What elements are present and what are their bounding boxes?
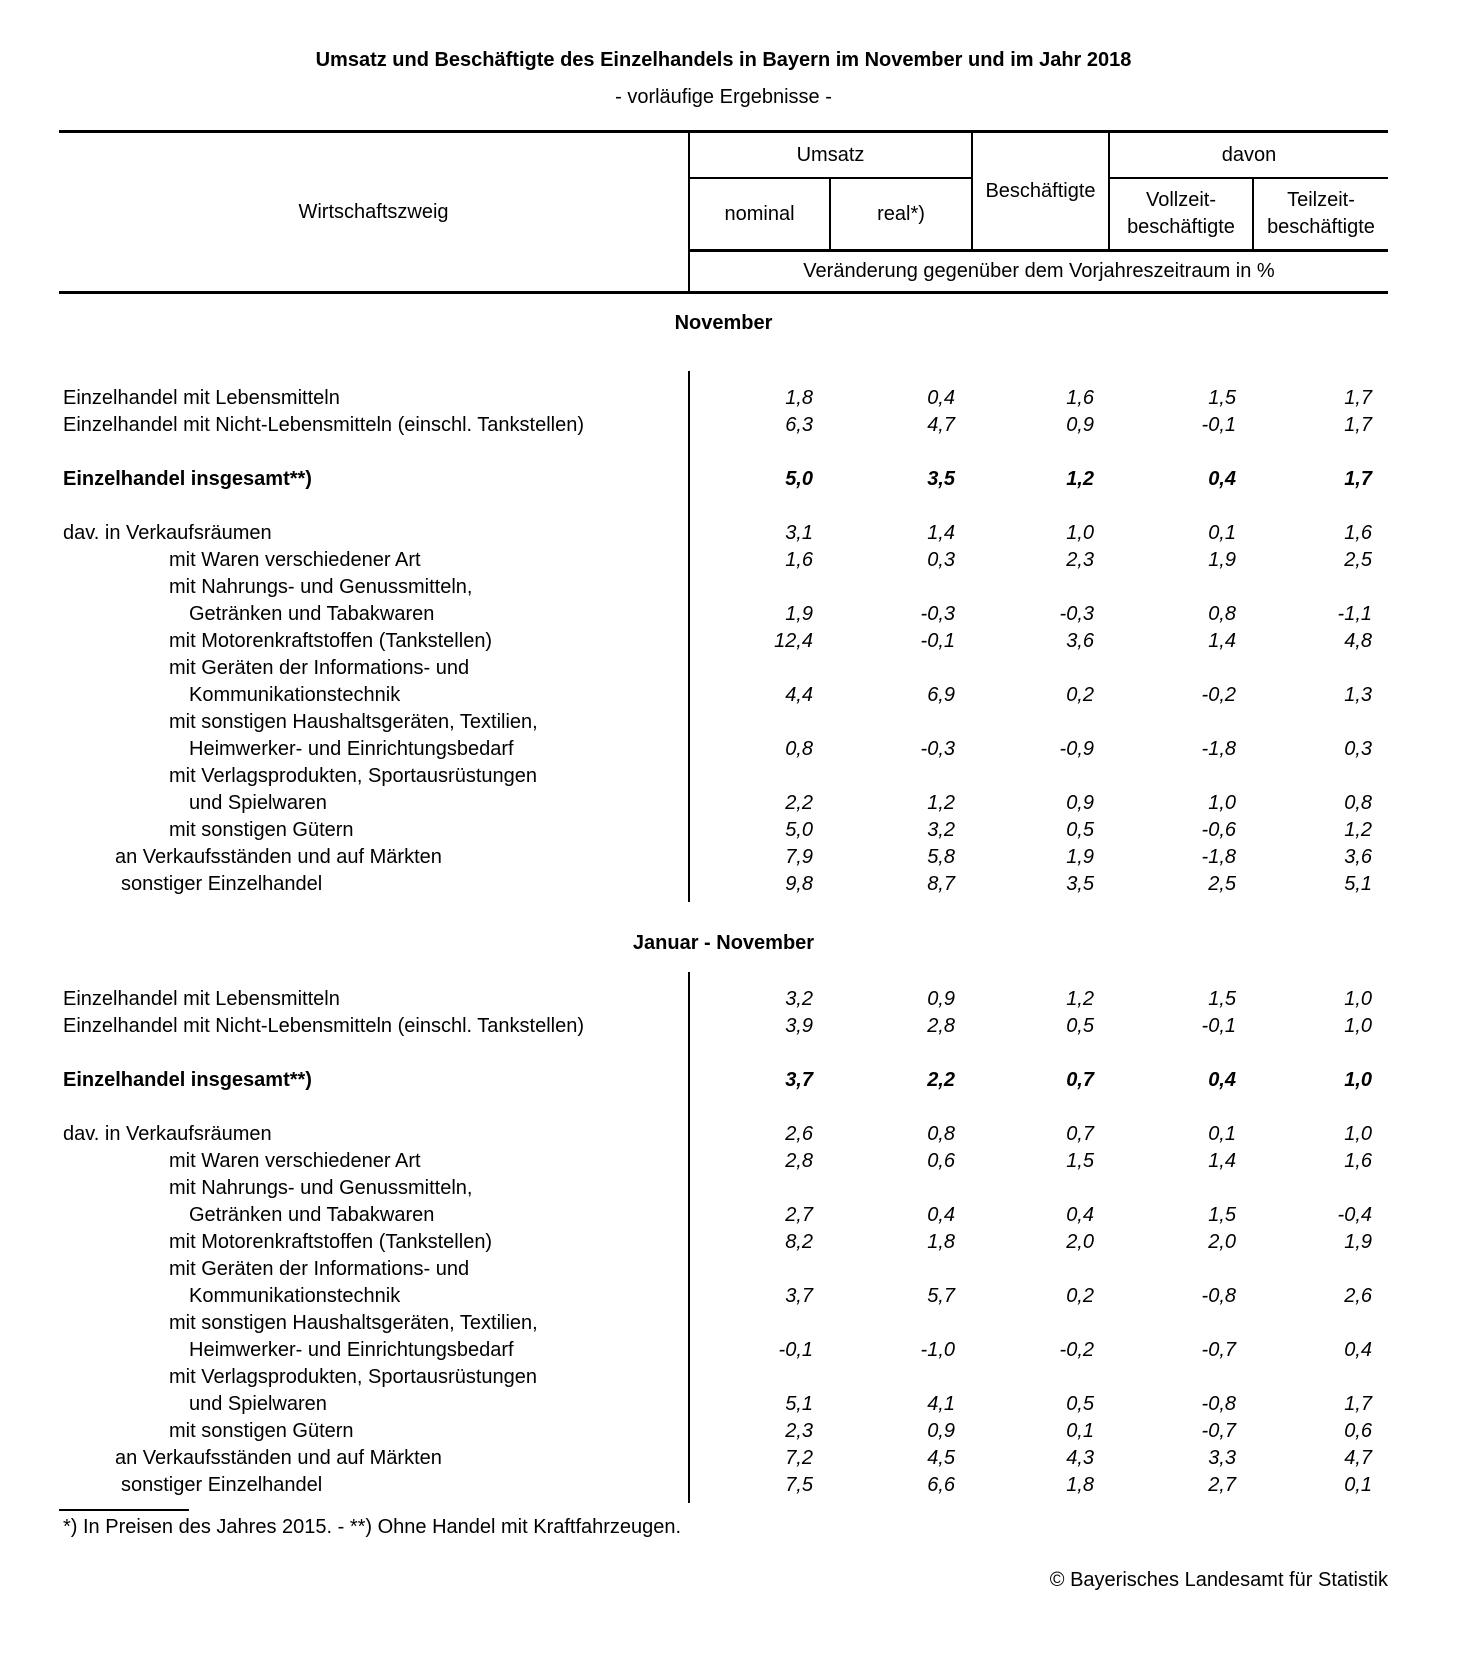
value-teilzeitbeschaeftigte: 1,6 (1344, 522, 1372, 544)
row-label: Getränken und Tabakwaren (189, 603, 435, 625)
spacer-row (59, 439, 1388, 466)
table-row (59, 385, 1388, 412)
value-vollzeitbeschaeftigte (1110, 1175, 1252, 1202)
row-label: Einzelhandel mit Lebensmitteln (63, 387, 340, 409)
row-label: sonstiger Einzelhandel (121, 1474, 323, 1496)
value-beschaeftigte (971, 709, 1110, 736)
row-label: mit Nahrungs- und Genussmitteln, (169, 576, 473, 598)
table-row (59, 790, 1388, 817)
table-row (59, 763, 1388, 790)
value-beschaeftigte (971, 1256, 1110, 1283)
value-teilzeitbeschaeftigte: 0,4 (1344, 1339, 1372, 1361)
row-label: mit sonstigen Haushaltsgeräten, Textilien, (169, 1312, 538, 1334)
value-umsatz-nominal: 3,1 (785, 522, 813, 544)
value-vollzeitbeschaeftigte: 2,7 (1208, 1474, 1236, 1496)
value-umsatz-nominal (690, 1256, 829, 1283)
value-umsatz-nominal: 2,6 (785, 1123, 813, 1145)
table-header (59, 130, 1388, 294)
table-row (59, 412, 1388, 439)
value-beschaeftigte: 0,9 (1066, 414, 1094, 436)
row-label: und Spielwaren (189, 792, 327, 814)
row-label: Getränken und Tabakwaren (189, 1204, 435, 1226)
value-umsatz-nominal: 9,8 (785, 873, 813, 895)
value-umsatz-real: 1,4 (927, 522, 955, 544)
value-umsatz-nominal: 5,0 (785, 819, 813, 841)
table-row (59, 466, 1388, 493)
table-row (59, 574, 1388, 601)
value-teilzeitbeschaeftigte (1252, 1175, 1388, 1202)
value-umsatz-real (829, 1364, 971, 1391)
value-beschaeftigte: 0,7 (1066, 1123, 1094, 1145)
value-beschaeftigte: 1,6 (1066, 387, 1094, 409)
row-label: dav. in Verkaufsräumen (63, 522, 272, 544)
col-header-vollzeit-line1: Vollzeit- (1145, 189, 1217, 211)
value-vollzeitbeschaeftigte (1110, 763, 1252, 790)
table-row (59, 1121, 1388, 1148)
value-beschaeftigte: 1,5 (1066, 1150, 1094, 1172)
value-vollzeitbeschaeftigte: 1,4 (1208, 630, 1236, 652)
value-umsatz-nominal (690, 1310, 829, 1337)
col-header-wirtschaftszweig: Wirtschaftszweig (59, 133, 690, 291)
table-section (59, 310, 1388, 898)
value-teilzeitbeschaeftigte: 1,7 (1344, 468, 1372, 490)
value-beschaeftigte: -0,2 (1059, 1339, 1094, 1361)
value-umsatz-real: -0,3 (920, 603, 955, 625)
value-beschaeftigte: 0,4 (1066, 1204, 1094, 1226)
value-umsatz-nominal: -0,1 (778, 1339, 813, 1361)
table-row (59, 1364, 1388, 1391)
table-row (59, 1175, 1388, 1202)
section-rows (59, 385, 1388, 898)
value-teilzeitbeschaeftigte (1252, 1364, 1388, 1391)
value-teilzeitbeschaeftigte (1252, 709, 1388, 736)
table-row (59, 986, 1388, 1013)
table-row (59, 1202, 1388, 1229)
value-teilzeitbeschaeftigte: 0,8 (1344, 792, 1372, 814)
value-vollzeitbeschaeftigte: -0,1 (1201, 414, 1236, 436)
value-vollzeitbeschaeftigte: 1,5 (1208, 1204, 1236, 1226)
value-vollzeitbeschaeftigte: -0,2 (1201, 684, 1236, 706)
value-umsatz-real: 4,7 (927, 414, 955, 436)
value-umsatz-real: 8,7 (927, 873, 955, 895)
table-row (59, 1283, 1388, 1310)
value-umsatz-real: -1,0 (920, 1339, 955, 1361)
table-row (59, 817, 1388, 844)
table-row (59, 1013, 1388, 1040)
value-umsatz-real: 0,3 (927, 549, 955, 571)
value-vollzeitbeschaeftigte: 0,1 (1208, 1123, 1236, 1145)
value-umsatz-real: 2,2 (927, 1069, 955, 1091)
value-umsatz-real: 4,1 (927, 1393, 955, 1415)
value-umsatz-real: 6,9 (927, 684, 955, 706)
value-beschaeftigte: 0,5 (1066, 819, 1094, 841)
row-label: mit Geräten der Informations- und (169, 657, 470, 679)
value-beschaeftigte: 0,7 (1066, 1069, 1094, 1091)
value-umsatz-real: 2,8 (927, 1015, 955, 1037)
table-row (59, 547, 1388, 574)
value-umsatz-nominal: 7,5 (785, 1474, 813, 1496)
row-label: Heimwerker- und Einrichtungsbedarf (189, 738, 514, 760)
row-label: mit Nahrungs- und Genussmitteln, (169, 1177, 473, 1199)
value-umsatz-nominal: 2,7 (785, 1204, 813, 1226)
table-row (59, 1445, 1388, 1472)
row-label: mit Verlagsprodukten, Sportausrüstungen (169, 1366, 537, 1388)
value-vollzeitbeschaeftigte: -0,7 (1201, 1339, 1236, 1361)
value-umsatz-real (829, 709, 971, 736)
value-vollzeitbeschaeftigte (1110, 709, 1252, 736)
row-label: mit Waren verschiedener Art (169, 549, 421, 571)
value-teilzeitbeschaeftigte: 1,0 (1344, 1123, 1372, 1145)
value-umsatz-nominal (690, 574, 829, 601)
row-label: an Verkaufsständen und auf Märkten (115, 1447, 442, 1469)
value-teilzeitbeschaeftigte: 0,1 (1344, 1474, 1372, 1496)
value-umsatz-nominal: 0,8 (785, 738, 813, 760)
value-beschaeftigte: 0,5 (1066, 1015, 1094, 1037)
value-beschaeftigte: 3,6 (1066, 630, 1094, 652)
value-teilzeitbeschaeftigte (1252, 655, 1388, 682)
value-umsatz-real: -0,3 (920, 738, 955, 760)
row-label: an Verkaufsständen und auf Märkten (115, 846, 442, 868)
value-umsatz-real: 5,7 (927, 1285, 955, 1307)
value-beschaeftigte: 0,9 (1066, 792, 1094, 814)
value-beschaeftigte: 2,3 (1066, 549, 1094, 571)
table-body (59, 310, 1388, 1499)
value-umsatz-nominal: 7,9 (785, 846, 813, 868)
value-teilzeitbeschaeftigte: 3,6 (1344, 846, 1372, 868)
value-beschaeftigte: -0,9 (1059, 738, 1094, 760)
value-teilzeitbeschaeftigte: 1,3 (1344, 684, 1372, 706)
value-umsatz-nominal (690, 1364, 829, 1391)
value-vollzeitbeschaeftigte: -0,8 (1201, 1393, 1236, 1415)
value-teilzeitbeschaeftigte: -1,1 (1337, 603, 1372, 625)
table-row (59, 1418, 1388, 1445)
row-label: Kommunikationstechnik (189, 684, 401, 706)
table-row (59, 1256, 1388, 1283)
value-teilzeitbeschaeftigte: 1,7 (1344, 1393, 1372, 1415)
value-umsatz-nominal: 2,2 (785, 792, 813, 814)
value-teilzeitbeschaeftigte: 2,6 (1344, 1285, 1372, 1307)
table-row (59, 601, 1388, 628)
row-label: mit Motorenkraftstoffen (Tankstellen) (169, 1231, 493, 1253)
row-label: und Spielwaren (189, 1393, 327, 1415)
table-row (59, 520, 1388, 547)
value-beschaeftigte (971, 574, 1110, 601)
table-row (59, 655, 1388, 682)
value-teilzeitbeschaeftigte: 1,7 (1344, 414, 1372, 436)
page-subtitle: - vorläufige Ergebnisse - (615, 86, 832, 108)
value-teilzeitbeschaeftigte (1252, 1310, 1388, 1337)
value-beschaeftigte: 0,5 (1066, 1393, 1094, 1415)
value-vollzeitbeschaeftigte: -1,8 (1201, 738, 1236, 760)
value-umsatz-real: 0,9 (927, 1420, 955, 1442)
table-row (59, 736, 1388, 763)
col-header-teilzeit-line1: Teilzeit- (1287, 189, 1355, 211)
value-vollzeitbeschaeftigte: 2,0 (1208, 1231, 1236, 1253)
table-row (59, 628, 1388, 655)
value-vollzeitbeschaeftigte: 0,1 (1208, 522, 1236, 544)
value-teilzeitbeschaeftigte: 1,0 (1344, 1015, 1372, 1037)
value-umsatz-nominal: 4,4 (785, 684, 813, 706)
value-umsatz-nominal: 2,8 (785, 1150, 813, 1172)
value-vollzeitbeschaeftigte: -0,6 (1201, 819, 1236, 841)
row-label: Kommunikationstechnik (189, 1285, 401, 1307)
value-umsatz-nominal: 5,1 (785, 1393, 813, 1415)
col-header-beschaeftigte: Beschäftigte (971, 133, 1110, 249)
value-umsatz-nominal: 8,2 (785, 1231, 813, 1253)
table-row (59, 709, 1388, 736)
table-row (59, 844, 1388, 871)
value-beschaeftigte: 1,2 (1066, 988, 1094, 1010)
value-vollzeitbeschaeftigte: 1,0 (1208, 792, 1236, 814)
value-beschaeftigte: 0,2 (1066, 684, 1094, 706)
value-vollzeitbeschaeftigte: -0,1 (1201, 1015, 1236, 1037)
value-umsatz-nominal: 6,3 (785, 414, 813, 436)
value-vollzeitbeschaeftigte: 1,5 (1208, 387, 1236, 409)
value-teilzeitbeschaeftigte: 4,8 (1344, 630, 1372, 652)
copyright: © Bayerisches Landesamt für Statistik (1049, 1569, 1388, 1591)
value-umsatz-nominal (690, 709, 829, 736)
col-header-teilzeit-line2: beschäftigte (1267, 216, 1375, 238)
value-teilzeitbeschaeftigte: 4,7 (1344, 1447, 1372, 1469)
value-umsatz-real: 0,9 (927, 988, 955, 1010)
value-teilzeitbeschaeftigte: 1,6 (1344, 1150, 1372, 1172)
row-label: mit sonstigen Gütern (169, 1420, 354, 1442)
col-header-umsatz: Umsatz (690, 133, 971, 179)
value-beschaeftigte (971, 763, 1110, 790)
col-header-teilzeitbeschaeftigte (1252, 179, 1388, 249)
table-row (59, 1148, 1388, 1175)
value-beschaeftigte: -0,3 (1059, 603, 1094, 625)
value-vollzeitbeschaeftigte: 1,5 (1208, 988, 1236, 1010)
value-umsatz-nominal: 12,4 (774, 630, 813, 652)
value-umsatz-real: 4,5 (927, 1447, 955, 1469)
table-row (59, 1229, 1388, 1256)
value-vollzeitbeschaeftigte: 1,4 (1208, 1150, 1236, 1172)
value-vollzeitbeschaeftigte: 3,3 (1208, 1447, 1236, 1469)
value-vollzeitbeschaeftigte (1110, 574, 1252, 601)
value-umsatz-real (829, 763, 971, 790)
col-header-vollzeitbeschaeftigte (1110, 179, 1252, 249)
value-umsatz-real: 0,4 (927, 387, 955, 409)
value-umsatz-real: 1,2 (927, 792, 955, 814)
value-beschaeftigte: 1,0 (1066, 522, 1094, 544)
spacer-row (59, 493, 1388, 520)
value-vollzeitbeschaeftigte: -1,8 (1201, 846, 1236, 868)
value-vollzeitbeschaeftigte: 1,9 (1208, 549, 1236, 571)
table-row (59, 871, 1388, 898)
value-umsatz-nominal: 5,0 (785, 468, 813, 490)
row-label: sonstiger Einzelhandel (121, 873, 323, 895)
value-beschaeftigte: 1,2 (1066, 468, 1094, 490)
row-label: mit Geräten der Informations- und (169, 1258, 470, 1280)
value-vollzeitbeschaeftigte: -0,8 (1201, 1285, 1236, 1307)
value-beschaeftigte: 1,9 (1066, 846, 1094, 868)
row-label: mit sonstigen Gütern (169, 819, 354, 841)
value-vollzeitbeschaeftigte: -0,7 (1201, 1420, 1236, 1442)
section-heading: November (674, 312, 773, 334)
col-header-davon: davon (1110, 133, 1388, 179)
value-umsatz-real: 1,8 (927, 1231, 955, 1253)
row-label: Heimwerker- und Einrichtungsbedarf (189, 1339, 514, 1361)
value-beschaeftigte: 3,5 (1066, 873, 1094, 895)
value-umsatz-real (829, 1256, 971, 1283)
col-header-vollzeit-line2: beschäftigte (1127, 216, 1235, 238)
value-umsatz-nominal: 1,9 (785, 603, 813, 625)
row-label: mit Waren verschiedener Art (169, 1150, 421, 1172)
value-teilzeitbeschaeftigte: 1,0 (1344, 1069, 1372, 1091)
value-beschaeftigte: 0,2 (1066, 1285, 1094, 1307)
value-teilzeitbeschaeftigte: 5,1 (1344, 873, 1372, 895)
value-beschaeftigte (971, 1364, 1110, 1391)
value-umsatz-nominal: 1,8 (785, 387, 813, 409)
value-umsatz-real: 0,6 (927, 1150, 955, 1172)
value-umsatz-nominal: 3,9 (785, 1015, 813, 1037)
value-beschaeftigte (971, 655, 1110, 682)
value-vollzeitbeschaeftigte (1110, 655, 1252, 682)
spacer-row (59, 1040, 1388, 1067)
table-row (59, 1337, 1388, 1364)
value-vollzeitbeschaeftigte (1110, 1256, 1252, 1283)
value-umsatz-real: 0,4 (927, 1204, 955, 1226)
table-row (59, 682, 1388, 709)
value-umsatz-real (829, 1175, 971, 1202)
value-teilzeitbeschaeftigte: -0,4 (1337, 1204, 1372, 1226)
value-teilzeitbeschaeftigte: 0,3 (1344, 738, 1372, 760)
row-label: mit Verlagsprodukten, Sportausrüstungen (169, 765, 537, 787)
value-teilzeitbeschaeftigte: 1,2 (1344, 819, 1372, 841)
row-label: Einzelhandel mit Nicht-Lebensmitteln (einschl. Tankstellen) (63, 414, 584, 436)
value-vollzeitbeschaeftigte: 0,8 (1208, 603, 1236, 625)
row-label: mit Motorenkraftstoffen (Tankstellen) (169, 630, 493, 652)
table-row (59, 1472, 1388, 1499)
value-umsatz-nominal: 2,3 (785, 1420, 813, 1442)
value-vollzeitbeschaeftigte (1110, 1310, 1252, 1337)
section-heading: Januar - November (632, 932, 815, 954)
report-page (59, 0, 1388, 1594)
footnote: *) In Preisen des Jahres 2015. - **) Ohne Handel mit Kraftfahrzeugen. (63, 1516, 682, 1538)
value-umsatz-real (829, 655, 971, 682)
value-umsatz-nominal: 3,7 (785, 1069, 813, 1091)
value-umsatz-nominal: 1,6 (785, 549, 813, 571)
value-beschaeftigte: 1,8 (1066, 1474, 1094, 1496)
section-rows (59, 986, 1388, 1499)
value-umsatz-real: 3,2 (927, 819, 955, 841)
value-umsatz-real (829, 1310, 971, 1337)
value-beschaeftigte: 4,3 (1066, 1447, 1094, 1469)
value-umsatz-nominal: 3,7 (785, 1285, 813, 1307)
value-vollzeitbeschaeftigte: 0,4 (1208, 1069, 1236, 1091)
value-teilzeitbeschaeftigte: 1,7 (1344, 387, 1372, 409)
col-header-nominal: nominal (724, 202, 795, 225)
value-umsatz-real: 0,8 (927, 1123, 955, 1145)
row-label: Einzelhandel insgesamt**) (63, 1069, 312, 1091)
table-row (59, 1067, 1388, 1094)
row-label: dav. in Verkaufsräumen (63, 1123, 272, 1145)
value-umsatz-real (829, 574, 971, 601)
table-row (59, 1391, 1388, 1418)
value-umsatz-nominal (690, 1175, 829, 1202)
row-label: mit sonstigen Haushaltsgeräten, Textilien, (169, 711, 538, 733)
spacer-row (59, 1094, 1388, 1121)
page-title: Umsatz und Beschäftigte des Einzelhandels in Bayern im November und im Jahr 2018 (315, 49, 1132, 71)
table-section (59, 930, 1388, 1499)
value-umsatz-real: 5,8 (927, 846, 955, 868)
value-umsatz-nominal: 3,2 (785, 988, 813, 1010)
table-row (59, 1310, 1388, 1337)
value-beschaeftigte (971, 1175, 1110, 1202)
value-umsatz-real: 6,6 (927, 1474, 955, 1496)
value-umsatz-nominal (690, 763, 829, 790)
value-teilzeitbeschaeftigte: 0,6 (1344, 1420, 1372, 1442)
value-teilzeitbeschaeftigte (1252, 1256, 1388, 1283)
unit-note: Veränderung gegenüber dem Vorjahreszeitraum in % (690, 249, 1388, 291)
value-umsatz-real: -0,1 (920, 630, 955, 652)
value-umsatz-nominal: 7,2 (785, 1447, 813, 1469)
row-label: Einzelhandel insgesamt**) (63, 468, 312, 490)
value-vollzeitbeschaeftigte: 2,5 (1208, 873, 1236, 895)
row-label: Einzelhandel mit Nicht-Lebensmitteln (einschl. Tankstellen) (63, 1015, 584, 1037)
value-teilzeitbeschaeftigte: 2,5 (1344, 549, 1372, 571)
value-umsatz-real: 3,5 (927, 468, 955, 490)
value-beschaeftigte: 0,1 (1066, 1420, 1094, 1442)
value-teilzeitbeschaeftigte: 1,9 (1344, 1231, 1372, 1253)
value-umsatz-nominal (690, 655, 829, 682)
value-teilzeitbeschaeftigte (1252, 574, 1388, 601)
footnote-rule (59, 1509, 189, 1511)
value-teilzeitbeschaeftigte: 1,0 (1344, 988, 1372, 1010)
value-beschaeftigte (971, 1310, 1110, 1337)
value-vollzeitbeschaeftigte: 0,4 (1208, 468, 1236, 490)
value-beschaeftigte: 2,0 (1066, 1231, 1094, 1253)
row-label: Einzelhandel mit Lebensmitteln (63, 988, 340, 1010)
col-header-real: real*) (829, 179, 971, 249)
value-teilzeitbeschaeftigte (1252, 763, 1388, 790)
value-vollzeitbeschaeftigte (1110, 1364, 1252, 1391)
